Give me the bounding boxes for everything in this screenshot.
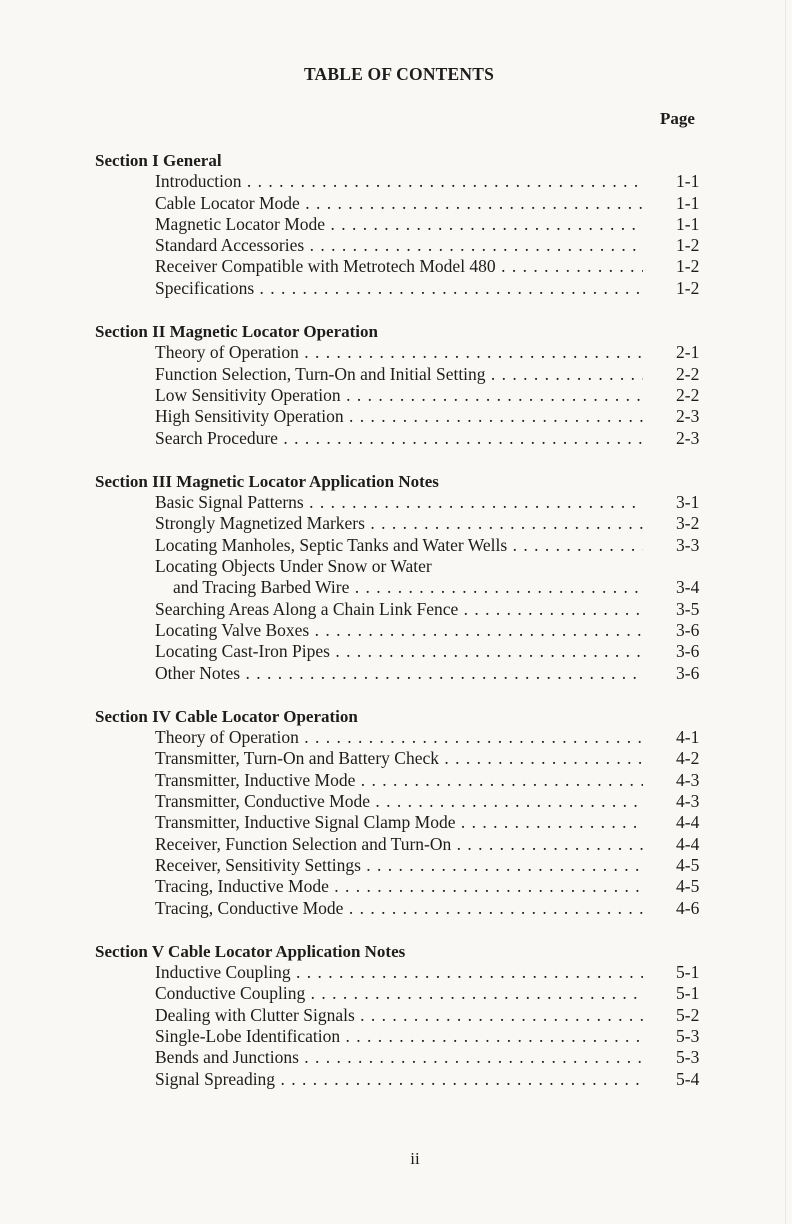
toc-section (0, 321, 792, 449)
toc-entry-title: Theory of Operation . . . (155, 727, 643, 748)
toc-entry (0, 214, 792, 235)
toc-entry (0, 663, 792, 684)
toc-entry-page-number: 5-3 (676, 1047, 700, 1068)
toc-entry-title: Inductive Coupling . . . (155, 962, 643, 983)
toc-entry (0, 876, 792, 897)
toc-entry-title: Function Selection, Turn-On and Initial Setting . . . (155, 364, 643, 385)
toc-entry-title: Standard Accessories . . . (155, 235, 643, 256)
toc-entry (0, 855, 792, 876)
toc-entry (0, 256, 792, 277)
toc-entry-title: Locating Manholes, Septic Tanks and Water Wells . . . (155, 535, 643, 556)
toc-entry-title: Transmitter, Conductive Mode . . . (155, 791, 643, 812)
toc-entry-title: Transmitter, Turn-On and Battery Check . . . (155, 748, 643, 769)
toc-entry (0, 791, 792, 812)
toc-entry-title: Receiver, Sensitivity Settings . . . (155, 855, 643, 876)
toc-entry (0, 235, 792, 256)
toc-entry-page-number: 1-2 (676, 256, 700, 277)
toc-entry (0, 193, 792, 214)
toc-entry-title: Specifications . . . (155, 278, 643, 299)
section-heading: Section IV Cable Locator Operation (95, 706, 358, 726)
toc-entry-page-number: 3-6 (676, 619, 700, 640)
table-of-contents (0, 150, 792, 1112)
toc-entry (0, 962, 792, 983)
toc-entry-title: Introduction . . . (155, 171, 643, 192)
toc-entry (0, 641, 792, 662)
toc-entry (0, 535, 792, 556)
toc-entry-title: Strongly Magnetized Markers . . . (155, 513, 643, 534)
toc-entry-title: Receiver Compatible with Metrotech Model 480 . . . (155, 256, 643, 277)
toc-entry-page-number: 4-3 (676, 791, 700, 812)
toc-entry-page-number: 1-1 (676, 171, 700, 192)
toc-entry-title: Basic Signal Patterns . . . (155, 492, 643, 513)
toc-entry-page-number: 4-2 (676, 748, 700, 769)
toc-entry-title: Transmitter, Inductive Signal Clamp Mode . . . (155, 812, 643, 833)
toc-entry-page-number: 5-4 (676, 1068, 700, 1089)
toc-entry (0, 1069, 792, 1090)
toc-entry-title: Bends and Junctions . . . (155, 1047, 643, 1068)
toc-entry-page-number: 2-1 (676, 342, 700, 363)
toc-entry-page-number: 5-1 (676, 983, 700, 1004)
toc-entry-page-number: 4-3 (676, 769, 700, 790)
toc-entry-page-number: 3-5 (676, 598, 700, 619)
toc-entry-page-number: 4-6 (676, 897, 700, 918)
toc-entry (0, 171, 792, 192)
toc-entry-page-number: 2-3 (676, 427, 700, 448)
toc-entry-title: High Sensitivity Operation . . . (155, 406, 643, 427)
toc-entry-page-number: 3-4 (676, 577, 700, 598)
toc-entry-page-number: 4-1 (676, 727, 700, 748)
toc-entry-page-number: 4-5 (676, 876, 700, 897)
toc-entry (0, 812, 792, 833)
toc-entry-page-number: 2-2 (676, 384, 700, 405)
toc-entry-page-number: 5-3 (676, 1025, 700, 1046)
toc-entry-page-number: 3-1 (676, 492, 700, 513)
toc-entry-page-number: 4-5 (676, 854, 700, 875)
page-title: TABLE OF CONTENTS (303, 64, 495, 84)
section-heading: Section II Magnetic Locator Operation (95, 322, 378, 342)
toc-entry-title: Search Procedure . . . (155, 428, 643, 449)
toc-entry (0, 556, 792, 577)
toc-entry (0, 385, 792, 406)
toc-entry-page-number: 5-1 (676, 962, 700, 983)
toc-entry (0, 834, 792, 855)
toc-entry (0, 1005, 792, 1026)
toc-entry-title: Low Sensitivity Operation . . . (155, 385, 643, 406)
toc-entry-page-number: 5-2 (676, 1004, 700, 1025)
toc-entry-title: Cable Locator Mode . . . (155, 193, 643, 214)
toc-entry-title: Locating Cast-Iron Pipes . . . (155, 641, 643, 662)
page-column-header: Page (660, 109, 695, 128)
toc-entry (0, 278, 792, 299)
toc-entry-title: Locating Valve Boxes . . . (155, 620, 643, 641)
toc-entry-title: Single-Lobe Identification . . . (155, 1026, 643, 1047)
toc-entry-title: Other Notes . . . (155, 663, 643, 684)
page-number: ii (410, 1149, 420, 1168)
toc-entry-page-number: 4-4 (676, 812, 700, 833)
toc-entry-title: Receiver, Function Selection and Turn-On . . . (155, 834, 643, 855)
toc-entry-title: Tracing, Inductive Mode . . . (155, 876, 643, 897)
toc-entry-page-number: 1-1 (676, 213, 700, 234)
toc-entry-page-number: 1-2 (676, 277, 700, 298)
toc-entry (0, 342, 792, 363)
toc-entry-page-number: 4-4 (676, 833, 700, 854)
toc-entry (0, 364, 792, 385)
toc-entry (0, 898, 792, 919)
toc-entry-page-number: 3-6 (676, 662, 700, 683)
toc-entry-page-number: 2-3 (676, 406, 700, 427)
toc-entry (0, 983, 792, 1004)
toc-entry-title: Searching Areas Along a Chain Link Fence . . . (155, 599, 643, 620)
toc-entry-page-number: 1-1 (676, 192, 700, 213)
toc-entry-title: Locating Objects Under Snow or Water (155, 556, 432, 577)
toc-entry (0, 1026, 792, 1047)
toc-section (0, 941, 792, 1090)
toc-entry (0, 770, 792, 791)
toc-entry-title: and Tracing Barbed Wire . . . (173, 577, 643, 598)
toc-section (0, 150, 792, 299)
section-heading: Section I General (95, 151, 222, 170)
toc-entry-page-number: 3-6 (676, 641, 700, 662)
toc-entry-title: Tracing, Conductive Mode . . . (155, 898, 643, 919)
toc-entry-title: Transmitter, Inductive Mode . . . (155, 770, 643, 791)
toc-entry-title: Dealing with Clutter Signals . . . (155, 1005, 643, 1026)
toc-entry-page-number: 3-3 (676, 534, 700, 555)
toc-entry-title: Conductive Coupling . . . (155, 983, 643, 1004)
toc-section (0, 706, 792, 919)
toc-entry (0, 748, 792, 769)
toc-entry (0, 577, 792, 598)
toc-entry (0, 406, 792, 427)
toc-entry (0, 727, 792, 748)
section-heading: Section III Magnetic Locator Application Notes (95, 471, 439, 491)
toc-entry-title: Signal Spreading . . . (155, 1069, 643, 1090)
toc-entry (0, 513, 792, 534)
toc-section (0, 471, 792, 684)
toc-entry-page-number: 1-2 (676, 235, 700, 256)
toc-entry (0, 620, 792, 641)
toc-entry-title: Theory of Operation . . . (155, 342, 643, 363)
toc-entry (0, 492, 792, 513)
toc-entry-page-number: 2-2 (676, 363, 700, 384)
toc-entry (0, 599, 792, 620)
toc-entry-title: Magnetic Locator Mode . . . (155, 214, 643, 235)
toc-entry-page-number: 3-2 (676, 513, 700, 534)
toc-entry (0, 1047, 792, 1068)
toc-entry (0, 428, 792, 449)
section-heading: Section V Cable Locator Application Notes (95, 941, 406, 961)
